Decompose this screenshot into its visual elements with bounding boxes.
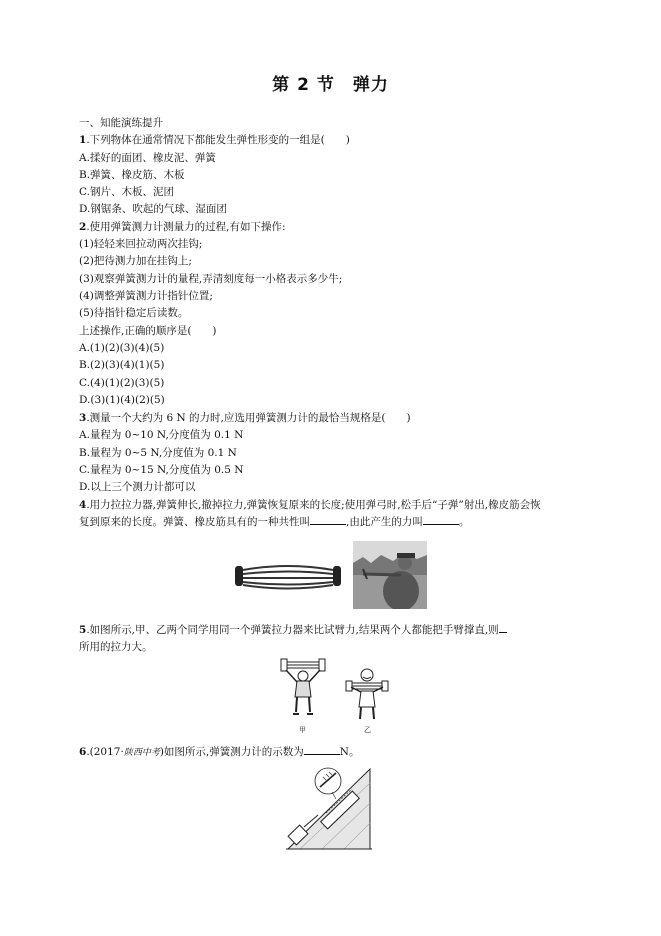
incline-spring-scale-figure <box>282 763 374 855</box>
q2-option-d: D.(3)(1)(4)(2)(5) <box>79 394 165 406</box>
question-text: )如图所示,弹簧测力计的示数为 <box>159 746 304 758</box>
question-6-stem <box>79 744 589 762</box>
question-4-line-2 <box>79 514 589 531</box>
caption-yi: 乙 <box>364 726 371 734</box>
question-2-stem <box>79 219 589 236</box>
q2-option-b: B.(2)(3)(4)(1)(5) <box>79 359 165 371</box>
q3-option-c: C.量程为 0~15 N,分度值为 0.5 N <box>79 464 244 476</box>
question-text: .使用弹簧测力计测量力的过程,有如下操作: <box>86 221 286 233</box>
question-5-line-1 <box>79 622 589 639</box>
q3-option-d: D.以上三个测力计都可以 <box>79 481 196 493</box>
q1-option-b: B.弹簧、橡皮筋、木板 <box>79 169 185 181</box>
question-text: .下列物体在通常情况下都能发生弹性形变的一组是( ) <box>86 134 350 146</box>
question-text: .如图所示,甲、乙两个同学用同一个弹簧拉力器来比试臂力,结果两个人都能把手臂撑直,则 <box>86 624 499 636</box>
q2-step-3: (3)观察弹簧测力计的量程,弄清刻度每一小格表示多少牛; <box>79 273 343 285</box>
question-number: 3 <box>79 412 87 424</box>
question-number: 5 <box>79 624 87 636</box>
chest-expander-image <box>233 560 343 592</box>
slingshot-photo <box>353 541 427 609</box>
question-number: 2 <box>79 221 87 233</box>
question-1-stem <box>79 132 589 149</box>
q1-option-d: D.钢锯条、吹起的气球、湿面团 <box>79 203 227 215</box>
student-jia-figure <box>280 657 326 719</box>
page-title: 第 2 节 弹力 <box>272 75 389 95</box>
question-source: 陕西中考 <box>123 748 160 758</box>
answer-blank[interactable] <box>499 622 507 633</box>
question-5-line-2: 所用的拉力大。 <box>79 641 153 653</box>
question-text: 。 <box>458 516 470 528</box>
q3-option-b: B.量程为 0~5 N,分度值为 0.1 N <box>79 447 237 459</box>
question-text: .测量一个大约为 6 N 的力时,应选用弹簧测力计的最恰当规格是( ) <box>86 412 411 424</box>
question-text: 复到原来的长度。弹簧、橡皮筋具有的一种共性叫 <box>79 516 310 528</box>
q2-option-a: A.(1)(2)(3)(4)(5) <box>79 342 165 354</box>
q2-step-2: (2)把待测力加在挂钩上; <box>79 255 192 267</box>
question-text: .用力拉拉力器,弹簧伸长,撤掉拉力,弹簧恢复原来的长度;使用弹弓时,松手后“子弹”射出,橡皮筋会恢 <box>86 499 541 511</box>
question-number: 1 <box>79 134 87 146</box>
question-3-stem <box>79 410 589 427</box>
q2-step-5: (5)待指针稳定后读数。 <box>79 307 189 319</box>
question-number: 6 <box>79 746 87 758</box>
question-4-line-1 <box>79 497 589 514</box>
caption-jia: 甲 <box>299 726 306 734</box>
question-text: N。 <box>339 746 360 758</box>
q3-option-a: A.量程为 0~10 N,分度值为 0.1 N <box>79 429 244 441</box>
q1-option-a: A.揉好的面团、橡皮泥、弹簧 <box>79 152 216 164</box>
answer-blank[interactable] <box>310 514 346 525</box>
q2-step-1: (1)轻轻来回拉动两次挂钩; <box>79 238 203 250</box>
question-text: .(2017· <box>86 746 124 758</box>
answer-blank[interactable] <box>304 744 340 755</box>
q2-option-c: C.(4)(1)(2)(3)(5) <box>79 377 165 389</box>
section-heading: 一、知能演练提升 <box>79 117 163 129</box>
answer-blank[interactable] <box>423 514 459 525</box>
q1-option-c: C.钢片、木板、泥团 <box>79 186 174 198</box>
q2-step-4: (4)调整弹簧测力计指针位置; <box>79 290 213 302</box>
question-text: ,由此产生的力叫 <box>346 516 423 528</box>
student-yi-figure <box>345 667 389 723</box>
question-number: 4 <box>79 499 87 511</box>
q2-prompt: 上述操作,正确的顺序是( ) <box>79 325 217 337</box>
